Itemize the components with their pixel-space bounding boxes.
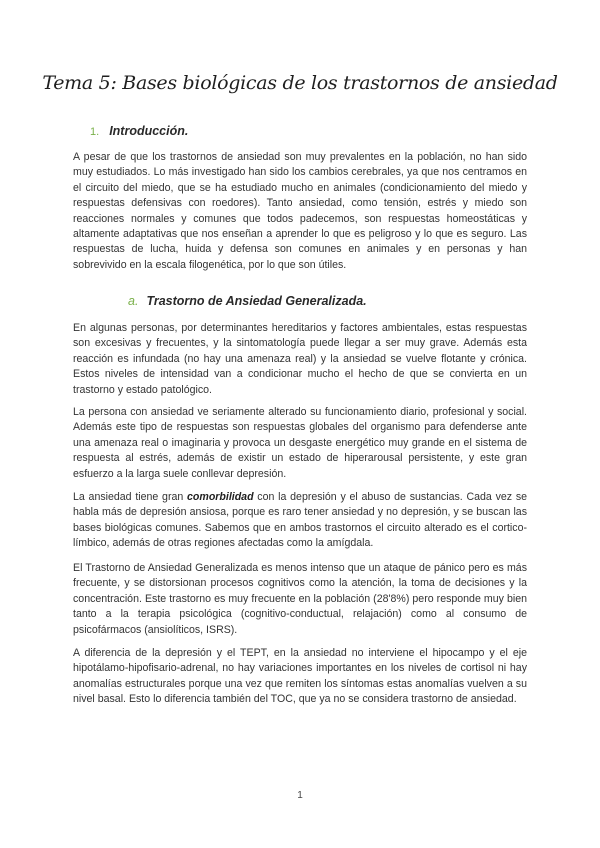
- subsection-letter: a.: [128, 294, 139, 308]
- paragraph-1: En algunas personas, por determinantes hereditarios y factores ambientales, estas respuestas son excesivas y frecuentes, y la sintomatología puede llegar a ser muy grave. Además esta reacción es infundada (no hay una amenaza real) y la ansiedad se vuelve flotante y crónica. Estos niveles de intensidad van a condicionar mucho el hecho de que se convierta en un trastorno y estado patológico.: [73, 322, 527, 396]
- page-number: 1: [297, 790, 303, 801]
- intro-paragraph: A pesar de que los trastornos de ansiedad son muy prevalentes en la población, no han sido muy estudiados. Lo más investigado han sido los cambios cerebrales, ya que nos centramos en el circuito del miedo, que se ha estudiado mucho en animales (condicionamiento del miedo y respuestas defensivas con roedores). Tanto ansiedad, como tensión, estrés y miedo son reacciones normales y comunes que todos padecemos, son respuestas homeostáticas y altamente adaptativas que nos enseñan a aprender lo que es peligroso y lo que es seguro. Las respuestas de lucha, huida y defensa son comunes en animales y en personas y han sobrevivido en la escala filogenética, por lo que son útiles.: [73, 151, 527, 271]
- section-heading-text: Introducción.: [109, 124, 189, 138]
- section-heading-introduccion: [90, 124, 188, 138]
- paragraph-3-start: La ansiedad tiene gran: [73, 491, 188, 503]
- document-title: Tema 5: Bases biológicas de los trastornos de ansiedad: [42, 72, 558, 94]
- paragraph-3-end: con la depresión y el abuso de sustancias. Cada vez se habla más de depresión ansiosa, porque es raro tener ansiedad y no depresión, y se buscan las bases biológicas comunes. Sabemos que en ambos trastornos el circuito alterado es el cortico-límbico, además de otras regiones afectadas como la amígdala.: [73, 491, 528, 550]
- paragraph-5: A diferencia de la depresión y el TEPT, en la ansiedad no interviene el hipocampo y el eje hipotálamo-hipofisario-adrenal, no hay variaciones importantes en los niveles de cortisol ni hay anomalías estructurales porque una vez que remiten los síntomas estas anomalías vuelven a su nivel basal. Esto lo diferencia también del TOC, que ya no se considera trastorno de ansiedad.: [73, 647, 527, 706]
- paragraph-2: La persona con ansiedad ve seriamente alterado su funcionamiento diario, profesional y social. Además este tipo de respuestas son respuestas globales del organismo para defenderse ante una amenaza real o imaginaria y provoca un desgaste energético muy grande en el sistema de respuesta al estrés, además de existir un estado de hiperarousal persistente, y este gran esfuerzo a la larga suele conllevar depresión.: [73, 406, 527, 480]
- comorbilidad-term: comorbilidad: [187, 491, 254, 503]
- paragraph-4: El Trastorno de Ansiedad Generalizada es menos intenso que un ataque de pánico pero es más frecuente, y se distorsionan procesos cognitivos como la atención, la toma de decisiones y la concentración. Este trastorno es muy frecuente en la población (28'8%) pero responde muy bien tanto a la terapia psicológica (cognitivo-conductual, relajación) como al consumo de psicofármacos (ansiolíticos, ISRS).: [73, 562, 527, 636]
- section-number: 1.: [90, 126, 100, 138]
- subsection-heading-tag: [128, 294, 367, 308]
- subsection-heading-text: Trastorno de Ansiedad Generalizada.: [146, 294, 367, 308]
- paragraph-3: [73, 490, 527, 552]
